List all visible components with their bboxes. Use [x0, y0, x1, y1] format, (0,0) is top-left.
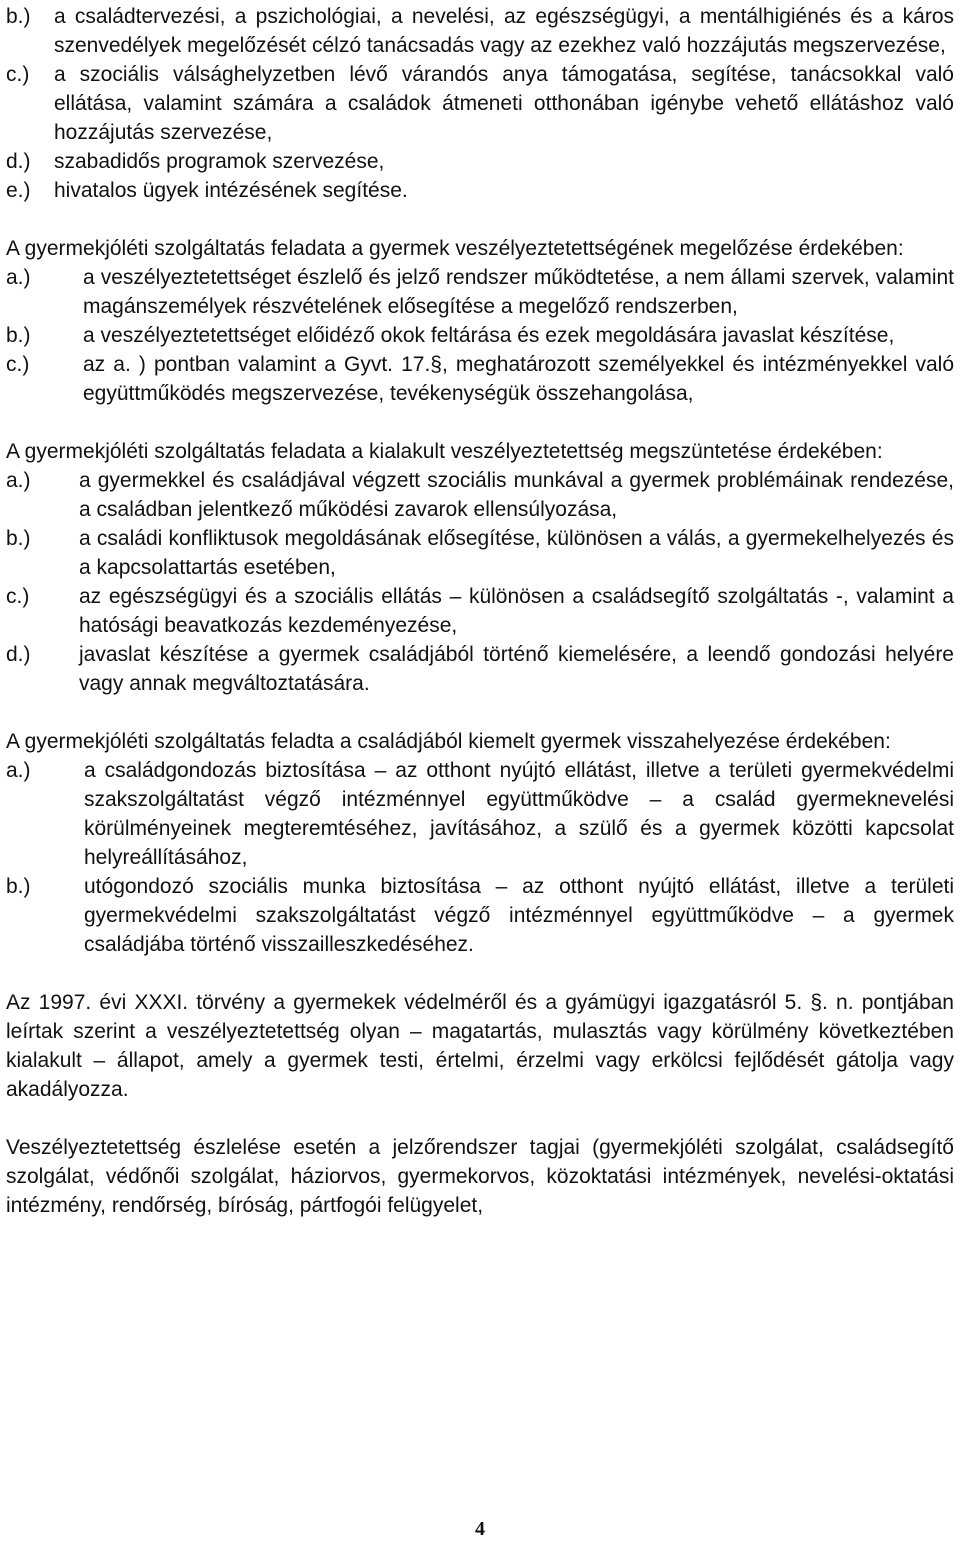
list-item [6, 60, 954, 147]
elimination-section-intro: A gyermekjóléti szolgáltatás feladata a kialakult veszélyeztetettség megszüntetése érdekében: [6, 440, 883, 463]
page-content [6, 2, 954, 1220]
spacer [6, 408, 954, 437]
list-item-text: utógondozó szociális munka biztosítása – az otthont nyújtó ellátást, illetve a területi gyermekvédelmi szakszolgáltatást végző intézménnyel együttműködve – a gyermek családjába történő visszailleszkedéséhez. [84, 875, 954, 956]
page-number: 4 [475, 1518, 485, 1540]
list-item [6, 582, 954, 640]
law-definition-paragraph: Az 1997. évi XXXI. törvény a gyermekek védelméről és a gyámügyi igazgatásról 5. §. n. pontjában leírtak szerint a veszélyeztetettség olyan – magatartás, mulasztás vagy körülmény következtében kialakult – állapot, amely a gyermek testi, értelmi, érzelmi vagy erkölcsi fejlődését gátolja vagy akadályozza. [6, 991, 954, 1101]
list-marker: c.) [6, 585, 30, 608]
list-marker: d.) [6, 150, 31, 173]
list-item [6, 640, 954, 698]
list-item [6, 176, 954, 205]
list-marker: a.) [6, 759, 31, 782]
list-item [6, 147, 954, 176]
list-marker: a.) [6, 266, 31, 289]
list-marker: e.) [6, 179, 31, 202]
list-marker: a.) [6, 469, 31, 492]
list-item-text: a családtervezési, a pszichológiai, a nevelési, az egészségügyi, a mentálhigiénés és a káros szenvedélyek megelőzését célzó tanácsadás vagy az ezekhez való hozzájutás megszervezése, [54, 5, 954, 57]
list-item-text: javaslat készítése a gyermek családjából történő kiemelésére, a leendő gondozási helyére vagy annak megváltoztatására. [79, 643, 954, 695]
list-item-text: a családgondozás biztosítása – az otthont nyújtó ellátást, illetve a területi gyermekvédelmi szakszolgáltatást végző intézménnyel együttműködve – a család gyermeknevelési körülményeinek megteremtéséhez, javításához, a szülő és a gyermek közötti kapcsolat helyreállításához, [84, 759, 954, 869]
list-item-text: a családi konfliktusok megoldásának elősegítése, különösen a válás, a gyermekelhelyezés és a kapcsolattartás esetében, [79, 527, 954, 579]
list-item [6, 321, 954, 350]
list-marker: b.) [6, 527, 31, 550]
list-item [6, 756, 954, 872]
list-item-text: hivatalos ügyek intézésének segítése. [54, 179, 408, 202]
signal-system-paragraph: Veszélyeztetettség észlelése esetén a jelzőrendszer tagjai (gyermekjóléti szolgálat, családsegítő szolgálat, védőnői szolgálat, háziorvos, gyermekorvos, közoktatási intézmények, nevelési-oktatási intézmény, rendőrség, bíróság, pártfogói felügyelet, [6, 1136, 954, 1217]
list-marker: c.) [6, 63, 30, 86]
list-item-text: a gyermekkel és családjával végzett szociális munkával a gyermek problémáinak rendezése, a családban jelentkező működési zavarok ellensúlyozása, [79, 469, 954, 521]
elimination-tasks-list [6, 466, 954, 698]
prevention-tasks-list [6, 263, 954, 408]
list-item [6, 263, 954, 321]
list-item-text: a veszélyeztetettséget előidéző okok feltárása és ezek megoldására javaslat készítése, [83, 324, 895, 347]
list-item-text: a szociális válsághelyzetben lévő várandós anya támogatása, segítése, tanácsokkal való ellátása, valamint számára a családok átmeneti otthonában igénybe vehető ellátáshoz való hozzájutás szervezése, [54, 63, 954, 144]
spacer [6, 1104, 954, 1133]
list-marker: d.) [6, 643, 31, 666]
spacer [6, 959, 954, 988]
service-tasks-list [6, 2, 954, 205]
list-item [6, 350, 954, 408]
list-item [6, 872, 954, 959]
list-item [6, 524, 954, 582]
list-item-text: szabadidős programok szervezése, [54, 150, 385, 173]
list-marker: b.) [6, 324, 31, 347]
reintegration-section-intro: A gyermekjóléti szolgáltatás feladta a családjából kiemelt gyermek visszahelyezése érdekében: [6, 730, 891, 753]
list-item-text: az egészségügyi és a szociális ellátás – különösen a családsegítő szolgáltatás -, valamint a hatósági beavatkozás kezdeményezése, [79, 585, 954, 637]
list-item-text: a veszélyeztetettséget észlelő és jelző rendszer működtetése, a nem állami szervek, valamint magánszemélyek részvételének elősegítése a megelőző rendszerben, [83, 266, 954, 318]
spacer [6, 698, 954, 727]
list-marker: b.) [6, 5, 31, 28]
list-marker: b.) [6, 875, 31, 898]
reintegration-tasks-list [6, 756, 954, 959]
list-item-text: az a. ) pontban valamint a Gyvt. 17.§, meghatározott személyekkel és intézményekkel való együttműködés megszervezése, tevékenységük összehangolása, [83, 353, 954, 405]
list-item [6, 466, 954, 524]
list-marker: c.) [6, 353, 30, 376]
list-item [6, 2, 954, 60]
prevention-section-intro: A gyermekjóléti szolgáltatás feladata a gyermek veszélyeztetettségének megelőzése érdekében: [6, 237, 904, 260]
